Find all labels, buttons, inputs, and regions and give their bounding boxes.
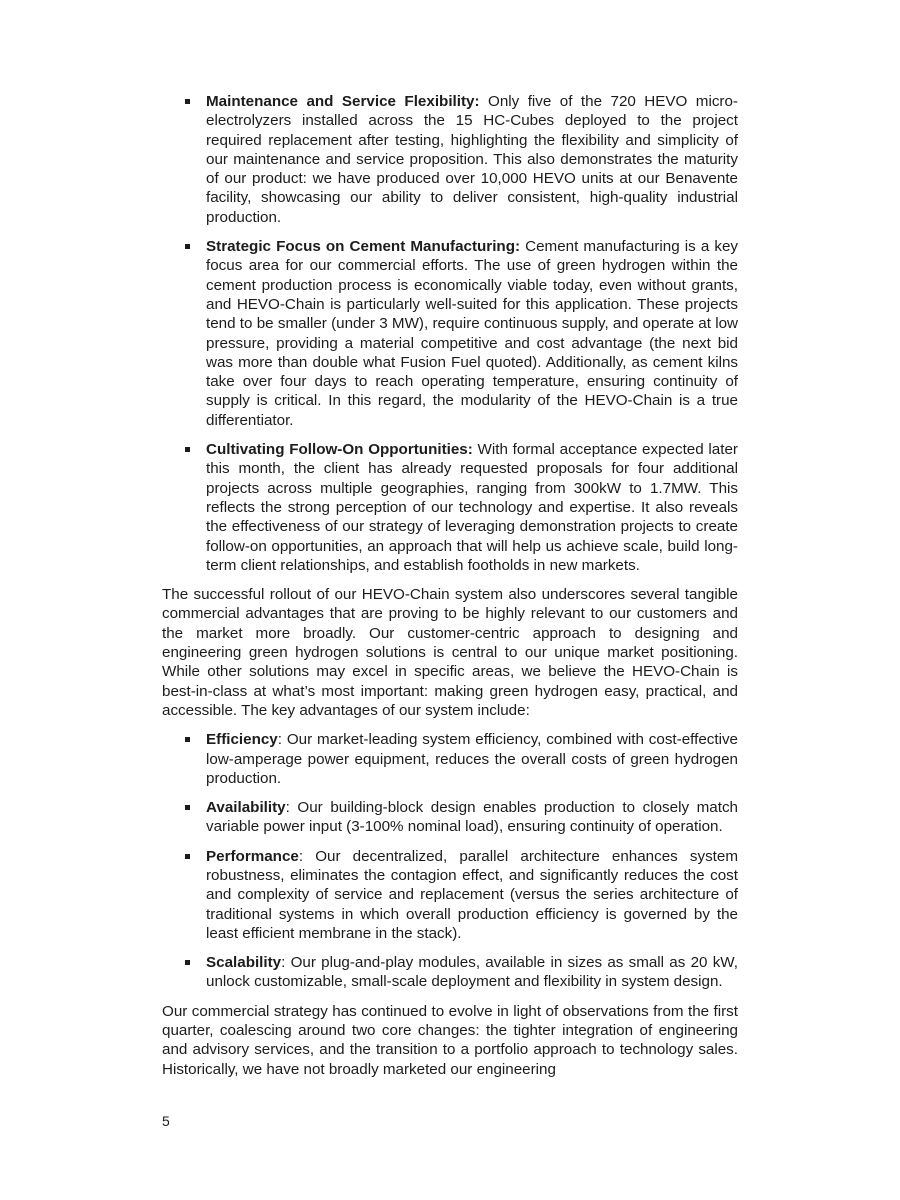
list-item-term: Scalability xyxy=(206,954,282,972)
bullet-marker xyxy=(185,854,190,859)
bullet-marker xyxy=(185,99,190,104)
list-item-text: : Our building-block design enables production to closely match variable power input (3-100% nominal load), ensuring continuity of operation. xyxy=(206,799,738,836)
list-item-term: Maintenance and Service Flexibility: xyxy=(206,93,480,110)
list-item xyxy=(162,92,738,227)
body-paragraph: The successful rollout of our HEVO-Chain system also underscores several tangible commercial advantages that are proving to be highly relevant to our customers and the market more broadly. Our customer-centric approach to designing and engineering green hydrogen solutions is central to our unique market positioning. While other solutions may excel in specific areas, we believe the HEVO-Chain is best-in-class at what’s most important: making green hydrogen easy, practical, and accessible. The key advantages of our system include: xyxy=(162,586,738,719)
list-item-text: Only five of the 720 HEVO micro-electrolyzers installed across the 15 HC-Cubes deployed to the project required replacement after testing, highlighting the flexibility and simplicity of our maintenance and service proposition. This also demonstrates the maturity of our product: we have produced over 10,000 HEVO units at our Benavente facility, showcasing our ability to deliver consistent, high-quality industrial production. xyxy=(206,93,738,226)
body-paragraph: Our commercial strategy has continued to evolve in light of observations from the first quarter, coalescing around two core changes: the tighter integration of engineering and advisory services, and the transition to a portfolio approach to technology sales. Historically, we have not broadly marketed our engineering xyxy=(162,1002,738,1078)
bullet-marker xyxy=(185,960,190,965)
list-item xyxy=(162,847,738,943)
bullet-marker xyxy=(185,737,190,742)
list-item-term: Efficiency xyxy=(206,731,278,749)
document-page xyxy=(162,92,738,1089)
list-item-term: Cultivating Follow-On Opportunities: xyxy=(206,441,473,459)
list-item-text: Cement manufacturing is a key focus area for our commercial efforts. The use of green hydrogen within the cement production process is economically viable today, even without grants, and HEVO-Chain is particularly well-suited for this application. These projects tend to be smaller (under 3 MW), require continuous supply, and operate at low pressure, providing a material competitive and cost advantage (the next bid was more than double what Fusion Fuel quoted). Additionally, as cement kilns take over four days to reach operating temperature, ensuring continuity of supply is critical. In this regard, the modularity of the HEVO-Chain is a true differentiator. xyxy=(206,238,738,429)
list-item xyxy=(162,237,738,430)
list-item-text: With formal acceptance expected later this month, the client has already requested proposals for four additional projects across multiple geographies, ranging from 300kW to 1.7MW. This reflects the strong perception of our technology and expertise. It also reveals the effectiveness of our strategy of leveraging demonstration projects to create follow-on opportunities, an approach that will help us achieve scale, build long-term client relationships, and establish footholds in new markets. xyxy=(206,441,738,574)
bullet-marker xyxy=(185,244,190,249)
list-item-text: : Our plug-and-play modules, available in sizes as small as 20 kW, unlock customizable, small-scale deployment and flexibility in system design. xyxy=(206,954,738,991)
list-item xyxy=(162,730,738,788)
list-item xyxy=(162,953,738,992)
list-item-text: : Our market-leading system efficiency, combined with cost-effective low-amperage power equipment, reduces the overall costs of green hydrogen production. xyxy=(206,731,738,787)
bullet-marker xyxy=(185,805,190,810)
list-item-term: Performance xyxy=(206,847,299,865)
page-number: 5 xyxy=(162,1113,170,1129)
list-item-term: Availability xyxy=(206,799,286,817)
list-item xyxy=(162,440,738,575)
highlights-list xyxy=(162,92,738,575)
advantages-list xyxy=(162,730,738,992)
list-item-text: : Our decentralized, parallel architecture enhances system robustness, eliminates the contagion effect, and significantly reduces the cost and complexity of service and replacement (versus the series architecture of traditional systems in which overall production efficiency is governed by the least efficient membrane in the stack). xyxy=(206,847,738,942)
list-item-term: Strategic Focus on Cement Manufacturing: xyxy=(206,238,521,256)
bullet-marker xyxy=(185,447,190,452)
list-item xyxy=(162,798,738,837)
